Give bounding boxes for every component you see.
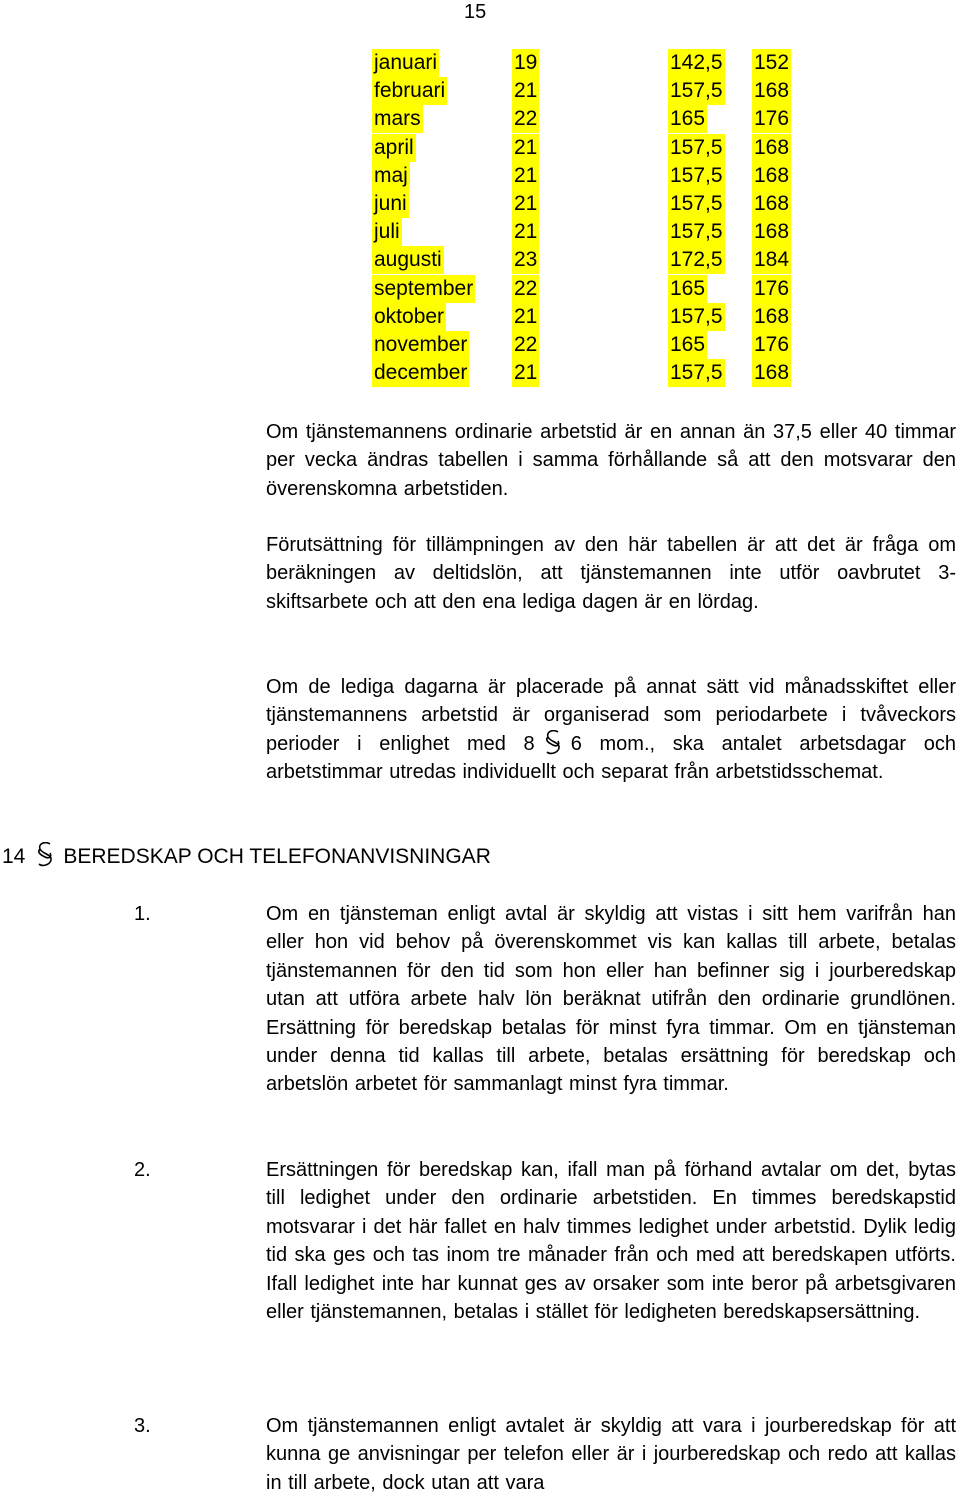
hours-40-cell: 168 [752,190,791,218]
hours-37-5-cell: 165 [668,331,707,359]
paragraph-ordinary-hours: Om tjänstemannens ordinarie arbetstid är en annan än 37,5 eller 40 timmar per vecka ändras tabellen i samma förhållande så att den motsvarar den överenskomna arbetstiden. [266,421,956,500]
month-cell: april [372,134,416,162]
month-cell: mars [372,105,423,133]
month-cell: februari [372,77,447,105]
item-number: 3. [134,1415,151,1437]
paragraph-free-days-part1: Om de lediga dagarna är placerade på annat sätt vid månadsskiftet eller tjänstemannens arbetstid är organiserad som periodarbete i tvåveckors perioder i enlighet med 8 [266,676,956,755]
hours-40-cell: 168 [752,77,791,105]
item-text: Om tjänstemannen enligt avtalet är skyldig att vara i jourberedskap för att kunna ge anvisningar per telefon eller är i jourberedskap och redo att kallas in till arbete, dock utan att vara [266,1415,956,1494]
hours-40-cell: 184 [752,246,791,274]
hours-37-5-cell: 157,5 [668,359,725,387]
hours-40-cell: 168 [752,218,791,246]
month-cell: december [372,359,469,387]
hours-37-5-cell: 157,5 [668,218,725,246]
section-heading [2,842,491,872]
hours-40-cell: 176 [752,105,791,133]
days-cell: 22 [512,275,539,303]
paragraph-prerequisite: Förutsättning för tillämpningen av den här tabellen är att det är fråga om beräkningen av deltidslön, att tjänstemannen inte utför oavbrutet 3-skiftsarbete och att den ena lediga dagen är en lördag. [266,534,956,613]
hours-37-5-cell: 172,5 [668,246,725,274]
section-title: BEREDSKAP OCH TELEFONANVISNINGAR [63,845,491,868]
hours-37-5-cell: 142,5 [668,49,725,77]
hours-40-cell: 176 [752,331,791,359]
hours-40-cell: 168 [752,162,791,190]
item-text: Ersättningen för beredskap kan, ifall man på förhand avtalar om det, bytas till ledighet under den ordinarie arbetstiden. En timmes beredskapstid motsvarar i det här fallet en halv timmes ledighet under arbetstid. Dylik ledig tid ska ges och tas inom tre månader från och med att beredskapen utförts. Ifall ledighet inte har kunnat ges av orsaker som inte beror på arbetsgivaren eller tjänstemannen, betalas i stället för ledigheten beredskapsersättning. [266,1159,956,1324]
hours-40-cell: 168 [752,134,791,162]
paragraph-free-days [266,673,956,787]
hours-37-5-cell: 157,5 [668,162,725,190]
hours-40-cell: 168 [752,303,791,331]
month-cell: september [372,275,475,303]
month-cell: januari [372,49,439,77]
days-cell: 21 [512,303,539,331]
month-cell: maj [372,162,410,190]
hours-37-5-cell: 157,5 [668,134,725,162]
paragraph-free-days-part2: 6 mom., ska antalet arbetsdagar och arbetstimmar utredas individuellt och separat från arbetstidsschemat. [266,732,956,784]
month-cell: november [372,331,469,359]
hours-40-cell: 168 [752,359,791,387]
section-number: 14 [2,845,26,868]
item-number: 1. [134,903,151,925]
hours-37-5-cell: 165 [668,105,707,133]
page-number: 15 [464,1,487,23]
item-text: Om en tjänsteman enligt avtal är skyldig att vistas i sitt hem varifrån han eller hon vid behov på överenskommet vis kan kallas till arbete, betalas tjänstemannen för den tid som hon eller han befinner sig i jourberedskap utan att utföra arbete halv lön beräknat utifrån den ordinarie grundlönen. Ersättning för beredskap betalas för minst fyra timmar. Om en tjänsteman under denna tid kallas till arbete, betalas ersättning för beredskap och arbetslön arbetet för sammanlagt minst fyra timmar. [266,903,956,1096]
days-cell: 19 [512,49,539,77]
hours-37-5-cell: 165 [668,275,707,303]
section-sign-icon [541,730,565,756]
days-cell: 22 [512,331,539,359]
days-cell: 23 [512,246,539,274]
month-cell: oktober [372,303,446,331]
days-cell: 21 [512,162,539,190]
days-cell: 21 [512,218,539,246]
days-cell: 22 [512,105,539,133]
hours-37-5-cell: 157,5 [668,303,725,331]
hours-37-5-cell: 157,5 [668,77,725,105]
days-cell: 21 [512,77,539,105]
hours-40-cell: 176 [752,275,791,303]
section-sign-icon [31,842,59,868]
month-cell: augusti [372,246,444,274]
days-cell: 21 [512,359,539,387]
item-number: 2. [134,1159,151,1181]
month-cell: juni [372,190,409,218]
hours-40-cell: 152 [752,49,791,77]
hours-37-5-cell: 157,5 [668,190,725,218]
days-cell: 21 [512,134,539,162]
days-cell: 21 [512,190,539,218]
month-cell: juli [372,218,402,246]
